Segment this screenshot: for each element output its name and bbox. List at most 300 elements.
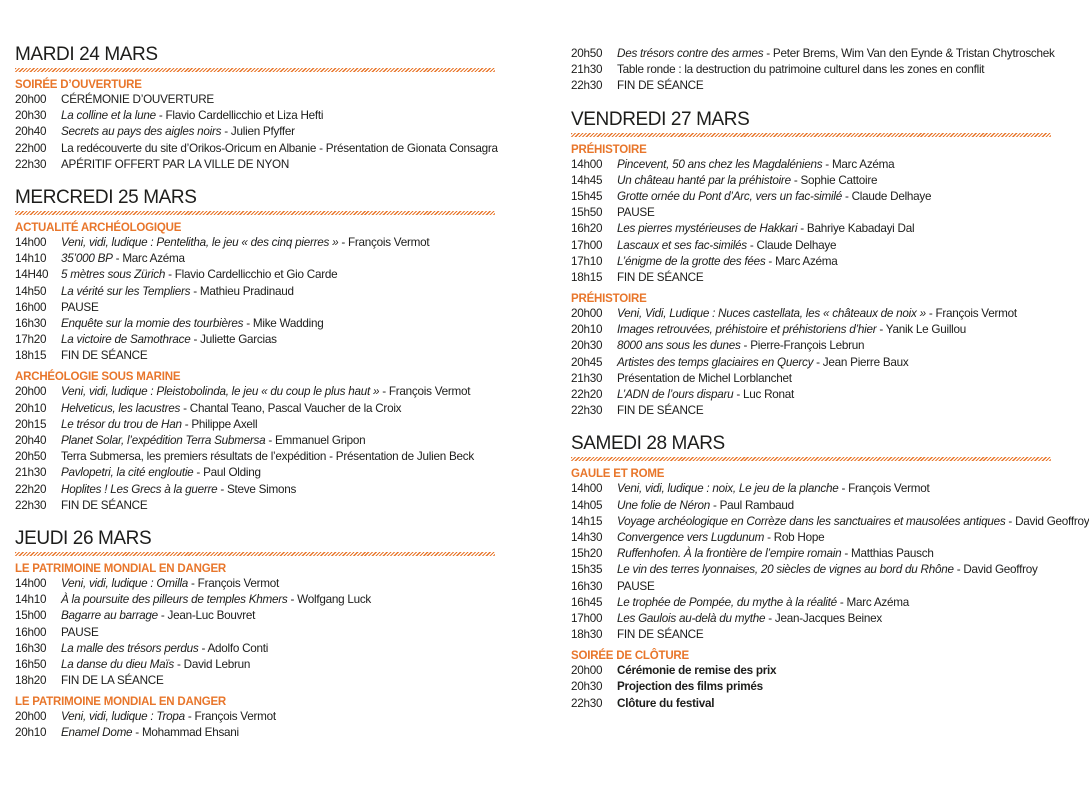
program-row bbox=[15, 449, 545, 465]
entry-detail: APÉRITIF OFFERT PAR LA VILLE DE NYON bbox=[61, 157, 290, 171]
entry-detail: - François Vermot bbox=[184, 710, 276, 724]
program-time: 22h30 bbox=[571, 404, 603, 418]
program-time: 21h30 bbox=[571, 371, 603, 385]
program-time: 21h30 bbox=[571, 63, 603, 77]
program-time: 14h00 bbox=[15, 576, 47, 590]
program-entry bbox=[617, 157, 894, 173]
program-entry bbox=[61, 576, 279, 592]
film-title: Une folie de Néron bbox=[617, 498, 710, 512]
film-title: L’énigme de la grotte des fées bbox=[617, 254, 766, 268]
program-row bbox=[15, 401, 545, 417]
entry-detail: - Jean Pierre Baux bbox=[813, 355, 909, 369]
program-row bbox=[571, 338, 1061, 354]
entry-detail: - Bahriye Kabadayi Dal bbox=[797, 222, 915, 236]
section-title: PRÉHISTOIRE bbox=[571, 293, 647, 306]
film-title: Planet Solar, l’expédition Terra Submersa bbox=[61, 434, 266, 447]
entry-detail: - Matthias Pausch bbox=[841, 547, 934, 561]
program-time: 14h05 bbox=[571, 498, 603, 512]
program-entry bbox=[61, 157, 289, 173]
program-row bbox=[571, 514, 1089, 530]
section-title: GAULE ET ROME bbox=[571, 468, 665, 481]
entry-detail: - Chantal Teano, Pascal Vaucher de la Croix bbox=[180, 401, 402, 415]
program-row bbox=[15, 576, 545, 592]
entry-detail: - Julien Pfyffer bbox=[221, 125, 295, 139]
program-entry bbox=[617, 205, 655, 221]
program-row bbox=[15, 673, 545, 689]
program-row bbox=[15, 141, 545, 157]
program-entry bbox=[61, 498, 147, 514]
program-row bbox=[15, 608, 545, 624]
program-entry bbox=[61, 401, 401, 417]
entry-detail: FIN DE SÉANCE bbox=[617, 628, 704, 642]
program-entry bbox=[61, 108, 323, 124]
day-block bbox=[15, 528, 545, 742]
program-row bbox=[15, 284, 545, 300]
program-time: 18h30 bbox=[571, 628, 603, 642]
program-time: 22h20 bbox=[15, 482, 47, 496]
film-title: Ruffenhofen. À la frontière de l’empire romain bbox=[617, 547, 842, 561]
entry-detail: La redécouverte du site d’Orikos-Oricum en Albanie - Présentation de Gionata Consagra bbox=[61, 141, 498, 155]
program-entry bbox=[61, 433, 365, 449]
program-entry bbox=[617, 679, 763, 695]
section-title: ACTUALITÉ ARCHÉOLOGIQUE bbox=[15, 221, 182, 234]
entry-detail: CÉRÉMONIE D’OUVERTURE bbox=[61, 93, 214, 106]
program-time: 15h20 bbox=[571, 547, 603, 561]
program-time: 18h15 bbox=[15, 349, 47, 363]
program-row bbox=[571, 205, 1061, 221]
entry-detail: - François Vermot bbox=[925, 307, 1017, 321]
film-title: Le trésor du trou de Han bbox=[61, 417, 182, 431]
program-time: 18h15 bbox=[571, 270, 603, 284]
program-entry bbox=[61, 300, 99, 316]
section-title: ARCHÉOLOGIE SOUS MARINE bbox=[15, 371, 181, 384]
entry-detail: Clôture du festival bbox=[617, 696, 715, 710]
program-row bbox=[15, 124, 545, 140]
film-title: Enquête sur la momie des tourbières bbox=[61, 316, 244, 330]
entry-detail: - Peter Brems, Wim Van den Eynde & Tristan Chytroschek bbox=[763, 47, 1055, 60]
film-title: Artistes des temps glaciaires en Quercy bbox=[617, 355, 814, 369]
program-row bbox=[571, 355, 1061, 371]
program-time: 15h50 bbox=[571, 206, 603, 220]
entry-detail: - Flavio Cardellicchio et Gio Carde bbox=[165, 268, 338, 282]
program-row bbox=[571, 387, 1061, 403]
entry-detail: FIN DE LA SÉANCE bbox=[61, 674, 164, 688]
film-title: Veni, vidi, ludique : Tropa bbox=[61, 710, 185, 724]
program-entry bbox=[61, 316, 324, 332]
program-entry bbox=[617, 62, 984, 78]
program-time: 15h00 bbox=[15, 609, 47, 623]
entry-detail: - Emmanuel Gripon bbox=[265, 434, 366, 447]
program-entry bbox=[61, 284, 294, 300]
entry-detail: - David Geoffroy bbox=[953, 563, 1038, 577]
program-entry bbox=[61, 673, 164, 689]
entry-detail: - Marc Azéma bbox=[765, 254, 838, 268]
entry-detail: FIN DE SÉANCE bbox=[617, 404, 704, 418]
program-entry bbox=[61, 709, 276, 725]
entry-detail: FIN DE SÉANCE bbox=[617, 270, 704, 284]
program-row bbox=[15, 108, 545, 124]
program-row bbox=[15, 709, 545, 725]
film-title: 8000 ans sous les dunes bbox=[617, 339, 741, 353]
film-title: La vérité sur les Templiers bbox=[61, 284, 191, 298]
section-title: LE PATRIMOINE MONDIAL EN DANGER bbox=[15, 562, 227, 575]
program-time: 18h20 bbox=[15, 674, 47, 688]
program-entry bbox=[617, 254, 838, 270]
program-time: 16h30 bbox=[571, 579, 603, 593]
program-row bbox=[571, 663, 1061, 679]
program-entry bbox=[61, 332, 277, 348]
program-entry bbox=[617, 173, 877, 189]
entry-detail: - Marc Azéma bbox=[822, 157, 895, 171]
film-title: Le vin des terres lyonnaises, 20 siècles de vignes au bord du Rhône bbox=[617, 563, 954, 577]
program-row bbox=[571, 371, 1061, 387]
day-title: MERCREDI 25 MARS bbox=[15, 186, 197, 208]
program-entry bbox=[617, 696, 714, 712]
film-title: Des trésors contre des armes bbox=[617, 47, 764, 60]
program-row bbox=[571, 254, 1061, 270]
program-row bbox=[15, 592, 545, 608]
film-title: La danse du dieu Maïs bbox=[61, 657, 175, 671]
program-row bbox=[571, 78, 1061, 94]
program-time: 16h50 bbox=[15, 657, 47, 671]
program-time: 14h45 bbox=[571, 173, 603, 187]
program-time: 20h00 bbox=[15, 385, 47, 399]
program-time: 22h00 bbox=[15, 141, 47, 155]
program-entry bbox=[617, 481, 929, 497]
program-entry bbox=[61, 417, 257, 433]
program-entry bbox=[617, 46, 1055, 62]
film-title: À la poursuite des pilleurs de temples Khmers bbox=[61, 593, 288, 607]
film-title: Les pierres mystérieuses de Hakkari bbox=[617, 222, 798, 236]
program-entry bbox=[61, 92, 214, 108]
program-entry bbox=[61, 267, 337, 283]
day-title: JEUDI 26 MARS bbox=[15, 527, 152, 549]
program-row bbox=[15, 384, 545, 400]
entry-detail: - Rob Hope bbox=[764, 530, 825, 544]
program-entry bbox=[61, 124, 295, 140]
entry-detail: Présentation de Michel Lorblanchet bbox=[617, 371, 792, 385]
program-entry bbox=[61, 251, 185, 267]
program-time: 21h30 bbox=[15, 466, 47, 480]
program-row bbox=[571, 306, 1061, 322]
program-time: 22h30 bbox=[571, 696, 603, 710]
entry-detail: - Juliette Garcias bbox=[190, 333, 277, 347]
section-title: SOIRÉE DE CLÔTURE bbox=[571, 650, 690, 663]
program-entry bbox=[61, 592, 371, 608]
program-time: 22h30 bbox=[571, 79, 603, 93]
entry-detail: - Marc Azéma bbox=[112, 252, 185, 266]
program-time: 17h00 bbox=[571, 238, 603, 252]
program-time: 15h45 bbox=[571, 189, 603, 203]
program-time: 20h45 bbox=[571, 355, 603, 369]
program-time: 20h10 bbox=[571, 323, 603, 337]
program-time: 20h40 bbox=[15, 434, 47, 447]
program-row bbox=[571, 627, 1061, 643]
entry-detail: - François Vermot bbox=[188, 576, 280, 590]
entry-detail: - Pierre-François Lebrun bbox=[740, 339, 865, 353]
program-row bbox=[571, 530, 1061, 546]
entry-detail: - Mike Wadding bbox=[243, 316, 324, 330]
program-time: 20h30 bbox=[571, 339, 603, 353]
program-row bbox=[15, 641, 545, 657]
entry-detail: - Mohammad Ehsani bbox=[132, 726, 239, 740]
program-entry bbox=[61, 641, 268, 657]
program-row bbox=[571, 322, 1061, 338]
program-row bbox=[571, 173, 1061, 189]
program-time: 14h30 bbox=[571, 530, 603, 544]
entry-detail: FIN DE SÉANCE bbox=[61, 349, 148, 363]
film-title: Voyage archéologique en Corrèze dans les sanctuaires et mausolées antiques bbox=[617, 514, 1006, 528]
program-entry bbox=[617, 530, 824, 546]
day-divider bbox=[15, 552, 495, 556]
program-row bbox=[571, 238, 1061, 254]
program-entry bbox=[617, 189, 931, 205]
program-entry bbox=[617, 355, 908, 371]
program-time: 22h20 bbox=[571, 388, 603, 401]
entry-detail: Table ronde : la destruction du patrimoine culturel dans les zones en conflit bbox=[617, 63, 985, 77]
program-row bbox=[571, 579, 1061, 595]
entry-detail: - Claude Delhaye bbox=[746, 238, 837, 252]
program-entry bbox=[617, 306, 1017, 322]
program-time: 20h15 bbox=[15, 417, 47, 431]
program-time: 20h00 bbox=[571, 664, 603, 678]
program-row bbox=[571, 481, 1061, 497]
program-entry bbox=[617, 611, 882, 627]
program-row bbox=[15, 316, 545, 332]
program-entry bbox=[617, 221, 914, 237]
day-divider bbox=[571, 457, 1051, 461]
day-title: VENDREDI 27 MARS bbox=[571, 108, 750, 130]
program-time: 20h50 bbox=[571, 47, 603, 60]
program-time: 14H40 bbox=[15, 268, 49, 282]
program-time: 15h35 bbox=[571, 563, 603, 577]
program-row bbox=[15, 348, 545, 364]
program-time: 20h40 bbox=[15, 125, 47, 139]
film-title: Grotte ornée du Pont d’Arc, vers un fac-similé bbox=[617, 189, 842, 203]
program-entry bbox=[61, 625, 99, 641]
program-row bbox=[571, 270, 1061, 286]
program-row bbox=[15, 465, 545, 481]
program-time: 20h00 bbox=[15, 710, 47, 724]
film-title: Veni, Vidi, Ludique : Nuces castellata, les « châteaux de noix » bbox=[617, 307, 926, 321]
entry-detail: - Paul Olding bbox=[193, 466, 261, 480]
program-row bbox=[15, 300, 545, 316]
program-entry bbox=[617, 270, 703, 286]
program-row bbox=[15, 332, 545, 348]
program-entry bbox=[617, 387, 794, 403]
day-divider bbox=[15, 211, 495, 215]
entry-detail: PAUSE bbox=[61, 625, 99, 639]
program-time: 14h10 bbox=[15, 252, 47, 266]
program-time: 16h45 bbox=[571, 595, 603, 609]
program-entry bbox=[617, 546, 934, 562]
program-entry bbox=[61, 449, 474, 465]
entry-detail: - Yanik Le Guillou bbox=[876, 323, 967, 337]
program-time: 16h30 bbox=[15, 316, 47, 330]
entry-detail: - Steve Simons bbox=[217, 482, 297, 496]
film-title: Pavlopetri, la cité engloutie bbox=[61, 466, 194, 480]
entry-detail: PAUSE bbox=[617, 579, 655, 593]
program-time: 14h50 bbox=[15, 284, 47, 298]
day-block bbox=[571, 109, 1061, 420]
entry-detail: - François Vermot bbox=[379, 385, 471, 399]
program-time: 20h30 bbox=[15, 109, 47, 123]
entry-detail: - Mathieu Pradinaud bbox=[190, 284, 294, 298]
program-row bbox=[571, 46, 1061, 62]
program-time: 20h00 bbox=[571, 307, 603, 321]
program-row bbox=[571, 562, 1061, 578]
entry-detail: - Flavio Cardellicchio et Liza Hefti bbox=[155, 109, 324, 123]
film-title: 5 mètres sous Zürich bbox=[61, 268, 166, 282]
entry-detail: - Luc Ronat bbox=[733, 388, 795, 401]
program-row bbox=[571, 221, 1061, 237]
entry-detail: Terra Submersa, les premiers résultats de l’expédition - Présentation de Julien Beck bbox=[61, 450, 474, 464]
program-time: 14h00 bbox=[15, 235, 47, 249]
program-time: 16h30 bbox=[15, 641, 47, 655]
entry-detail: - François Vermot bbox=[838, 482, 930, 496]
program-row bbox=[15, 725, 545, 741]
program-row bbox=[571, 498, 1061, 514]
program-entry bbox=[617, 627, 703, 643]
program-time: 20h30 bbox=[571, 680, 603, 694]
entry-detail: - Marc Azéma bbox=[836, 595, 909, 609]
program-time: 16h00 bbox=[15, 300, 47, 314]
program-entry bbox=[617, 338, 864, 354]
entry-detail: - Claude Delhaye bbox=[841, 189, 932, 203]
program-row bbox=[15, 482, 545, 498]
film-title: Secrets au pays des aigles noirs bbox=[61, 125, 222, 139]
program-entry bbox=[61, 465, 261, 481]
program-time: 20h50 bbox=[15, 450, 47, 464]
film-title: Lascaux et ses fac-similés bbox=[617, 238, 747, 252]
film-title: Helveticus, les lacustres bbox=[61, 401, 181, 415]
film-title: Veni, vidi, ludique : Pentelitha, le jeu « des cinq pierres » bbox=[61, 235, 339, 249]
program-time: 14h00 bbox=[571, 482, 603, 496]
program-time: 17h00 bbox=[571, 611, 603, 625]
entry-detail: - Jean-Jacques Beinex bbox=[765, 611, 882, 625]
program-row bbox=[15, 251, 545, 267]
program-row bbox=[571, 679, 1061, 695]
program-time: 14h00 bbox=[571, 157, 603, 171]
program-entry bbox=[61, 141, 498, 157]
film-title: Un château hanté par la préhistoire bbox=[617, 173, 791, 187]
program-time: 17h20 bbox=[15, 333, 47, 347]
program-time: 17h10 bbox=[571, 254, 603, 268]
continued-block bbox=[571, 46, 1061, 95]
day-title: SAMEDI 28 MARS bbox=[571, 433, 725, 455]
program-time: 16h20 bbox=[571, 222, 603, 236]
program-entry bbox=[61, 608, 255, 624]
day-block bbox=[571, 433, 1089, 711]
film-title: Convergence vers Lugdunum bbox=[617, 530, 765, 544]
program-row bbox=[15, 267, 545, 283]
program-row bbox=[15, 625, 545, 641]
program-row bbox=[15, 157, 545, 173]
entry-detail: - Sophie Cattoire bbox=[790, 173, 878, 187]
day-divider bbox=[15, 68, 495, 72]
program-row bbox=[571, 611, 1061, 627]
film-title: Images retrouvées, préhistoire et préhistoriens d’hier bbox=[617, 323, 877, 337]
entry-detail: - David Lebrun bbox=[174, 657, 251, 671]
entry-detail: - Jean-Luc Bouvret bbox=[157, 609, 256, 623]
program-entry bbox=[61, 725, 239, 741]
program-entry bbox=[617, 238, 836, 254]
right-column bbox=[571, 0, 1089, 712]
entry-detail: PAUSE bbox=[61, 300, 99, 314]
program-entry bbox=[617, 498, 794, 514]
entry-detail: Cérémonie de remise des prix bbox=[617, 664, 777, 678]
program-row bbox=[15, 92, 545, 108]
program-row bbox=[15, 417, 545, 433]
program-row bbox=[15, 657, 545, 673]
program-entry bbox=[61, 482, 296, 498]
program-row bbox=[571, 403, 1061, 419]
program-row bbox=[15, 498, 545, 514]
entry-detail: FIN DE SÉANCE bbox=[617, 79, 704, 93]
film-title: 35’000 BP bbox=[61, 252, 113, 266]
film-title: La colline et la lune bbox=[61, 109, 156, 123]
program-entry bbox=[617, 663, 776, 679]
entry-detail: - Wolfgang Luck bbox=[287, 593, 372, 607]
entry-detail: - François Vermot bbox=[338, 235, 430, 249]
film-title: Hoplites ! Les Grecs à la guerre bbox=[61, 482, 218, 496]
program-entry bbox=[617, 562, 1038, 578]
film-title: Enamel Dome bbox=[61, 726, 133, 740]
film-title: Bagarre au barrage bbox=[61, 609, 158, 623]
entry-detail: - David Geoffroy bbox=[1005, 514, 1089, 528]
day-divider bbox=[571, 133, 1051, 137]
program-row bbox=[571, 157, 1061, 173]
day-block bbox=[15, 187, 545, 514]
film-title: Veni, vidi, ludique : noix, Le jeu de la planche bbox=[617, 482, 839, 496]
program-entry bbox=[617, 371, 792, 387]
entry-detail: Projection des films primés bbox=[617, 680, 763, 694]
section-title: SOIRÉE D’OUVERTURE bbox=[15, 79, 142, 91]
program-row bbox=[15, 235, 545, 251]
entry-detail: PAUSE bbox=[617, 206, 655, 220]
film-title: Veni, vidi, ludique : Pleistobolinda, le jeu « du coup le plus haut » bbox=[61, 385, 380, 399]
film-title: Veni, vidi, ludique : Omilla bbox=[61, 576, 189, 590]
program-time: 20h10 bbox=[15, 726, 47, 740]
program-row bbox=[571, 696, 1061, 712]
entry-detail: - Philippe Axell bbox=[181, 417, 258, 431]
program-time: 20h10 bbox=[15, 401, 47, 415]
entry-detail: - Paul Rambaud bbox=[709, 498, 794, 512]
section-title: LE PATRIMOINE MONDIAL EN DANGER bbox=[15, 696, 227, 709]
program-row bbox=[15, 433, 545, 449]
program-entry bbox=[61, 235, 429, 251]
film-title: Pincevent, 50 ans chez les Magdaléniens bbox=[617, 157, 823, 171]
entry-detail: FIN DE SÉANCE bbox=[61, 498, 148, 512]
section-title: PRÉHISTOIRE bbox=[571, 143, 647, 156]
program-row bbox=[571, 546, 1061, 562]
film-title: Les Gaulois au-delà du mythe bbox=[617, 611, 766, 625]
film-title: La malle des trésors perdus bbox=[61, 641, 199, 655]
program-row bbox=[571, 189, 1061, 205]
program-time: 14h15 bbox=[571, 514, 603, 528]
program-entry bbox=[61, 348, 147, 364]
program-entry bbox=[617, 595, 909, 611]
program-entry bbox=[61, 657, 250, 673]
program-entry bbox=[617, 514, 1089, 530]
program-time: 22h30 bbox=[15, 498, 47, 512]
program-row bbox=[571, 595, 1061, 611]
program-entry bbox=[61, 384, 470, 400]
program-time: 14h10 bbox=[15, 593, 47, 607]
program-time: 20h00 bbox=[15, 93, 47, 106]
program-row bbox=[571, 62, 1061, 78]
program-entry bbox=[617, 403, 703, 419]
